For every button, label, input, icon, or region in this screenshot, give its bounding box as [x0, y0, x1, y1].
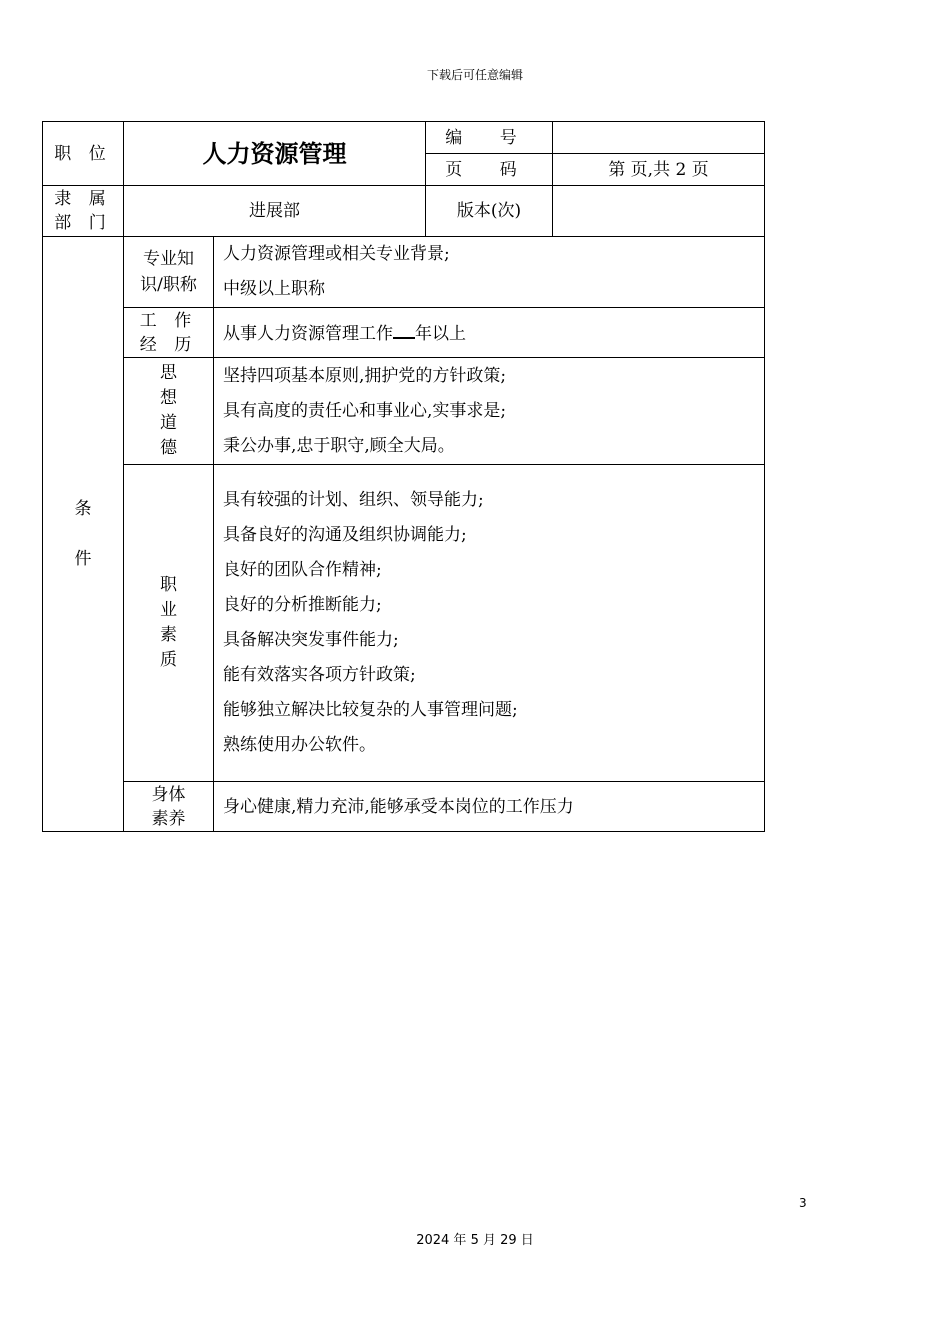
physical-label-line2: 素养 — [151, 808, 186, 829]
version-label: 版本(次) — [426, 186, 553, 237]
professional-line: 能有效落实各项方针政策; — [223, 665, 416, 685]
professional-line: 良好的分析推断能力; — [223, 595, 382, 615]
professional-label-char: 职 — [160, 575, 177, 595]
version-value — [553, 186, 765, 237]
page-value: 第 页,共 2 页 — [553, 154, 765, 186]
professional-line: 具有较强的计划、组织、领导能力; — [223, 490, 484, 510]
knowledge-label — [124, 237, 214, 308]
conditions-char: 件 — [74, 549, 92, 569]
ideology-line: 坚持四项基本原则,拥护党的方针政策; — [223, 365, 507, 386]
knowledge-line: 人力资源管理或相关专业背景; — [223, 244, 450, 264]
professional-label-char: 业 — [160, 600, 177, 620]
dept-label — [43, 186, 124, 237]
dept-label-line2: 部 门 — [54, 213, 112, 233]
footer-date: 2024 年 5 月 29 日 — [416, 1233, 534, 1248]
code-value — [553, 122, 765, 154]
ideology-label-char: 思 — [160, 363, 177, 383]
professional-content — [214, 465, 765, 782]
knowledge-label-line2: 识/职称 — [140, 275, 197, 295]
experience-label — [124, 308, 214, 358]
ideology-label — [124, 358, 214, 465]
experience-label-line2: 经 历 — [139, 334, 198, 355]
experience-label-line1: 工 作 — [139, 310, 198, 331]
position-label: 职 位 — [43, 122, 124, 186]
ideology-line: 具有高度的责任心和事业心,实事求是; — [223, 400, 507, 421]
experience-content — [214, 308, 765, 358]
ideology-label-char: 想 — [160, 388, 177, 408]
physical-label-line1: 身体 — [151, 784, 186, 805]
experience-text-after: 年以上 — [415, 324, 466, 344]
conditions-char: 条 — [74, 499, 92, 519]
header-note: 下载后可任意编辑 — [426, 68, 523, 82]
professional-label-char: 素 — [160, 625, 177, 645]
dept-value: 进展部 — [124, 186, 426, 237]
conditions-label — [43, 237, 124, 832]
physical-label — [124, 782, 214, 832]
professional-line: 良好的团队合作精神; — [223, 560, 382, 580]
professional-line: 熟练使用办公软件。 — [223, 735, 376, 755]
experience-text-before: 从事人力资源管理工作 — [223, 324, 393, 344]
page-number: 3 — [799, 1196, 807, 1210]
knowledge-label-line1: 专业知 — [143, 249, 194, 269]
job-description-table — [42, 121, 765, 832]
ideology-label-char: 德 — [160, 438, 177, 458]
ideology-label-char: 道 — [160, 413, 177, 433]
position-title: 人力资源管理 — [124, 122, 426, 186]
code-label: 编 号 — [426, 122, 553, 154]
page-label: 页 码 — [426, 154, 553, 186]
dept-label-line1: 隶 属 — [54, 189, 112, 209]
professional-line: 具备解决突发事件能力; — [223, 630, 399, 650]
ideology-content — [214, 358, 765, 465]
knowledge-content — [214, 237, 765, 308]
physical-content: 身心健康,精力充沛,能够承受本岗位的工作压力 — [214, 782, 765, 832]
professional-line: 具备良好的沟通及组织协调能力; — [223, 525, 467, 545]
professional-line: 能够独立解决比较复杂的人事管理问题; — [223, 700, 518, 720]
experience-years-blank — [393, 319, 415, 339]
professional-label-char: 质 — [160, 650, 177, 670]
knowledge-line: 中级以上职称 — [223, 279, 325, 299]
ideology-line: 秉公办事,忠于职守,顾全大局。 — [223, 435, 455, 456]
professional-label — [124, 465, 214, 782]
